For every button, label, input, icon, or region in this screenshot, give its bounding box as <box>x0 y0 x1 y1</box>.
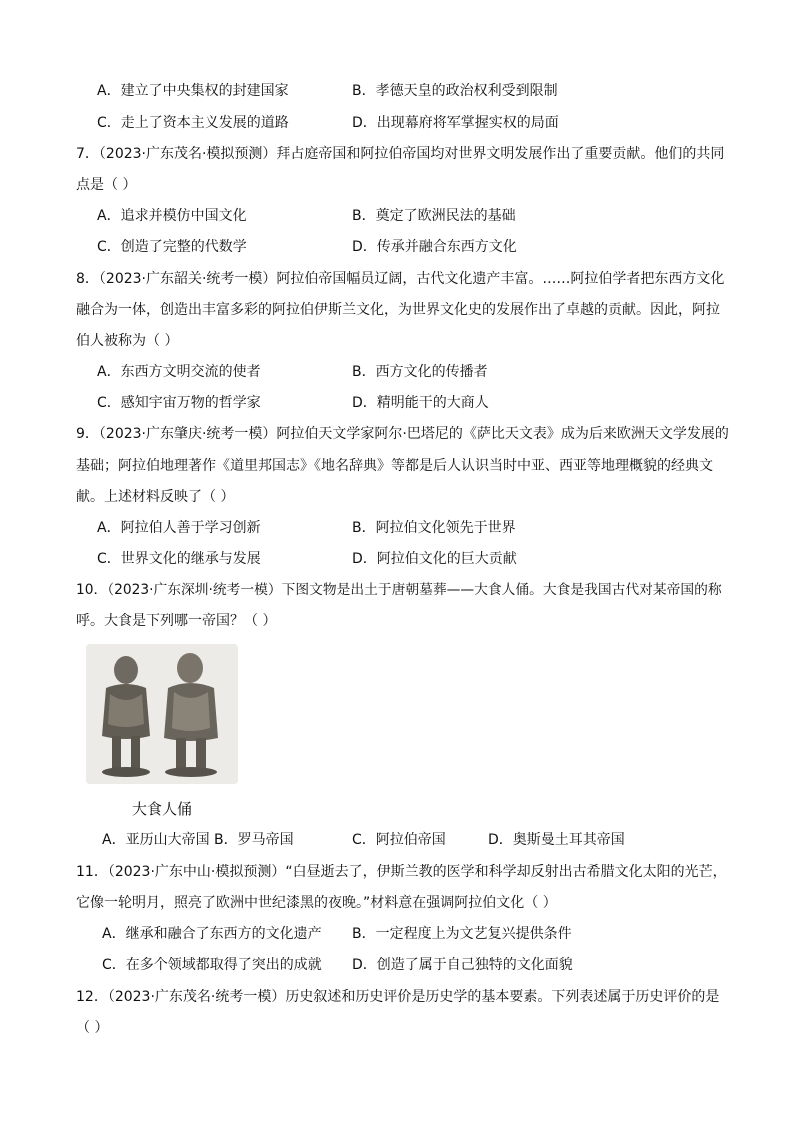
q11-option-b: B．一定程度上为文艺复兴提供条件 <box>352 926 572 942</box>
q8-option-d: D．精明能干的大商人 <box>352 395 489 411</box>
q7-stem-line-2: 点是（ ） <box>76 177 137 193</box>
q9-stem-line-1: 9．（2023·广东肇庆·统考一模）阿拉伯天文学家阿尔·巴塔尼的《萨比天文表》成为后来欧洲天文学发展的 <box>76 426 729 442</box>
q8-option-b: B．西方文化的传播者 <box>352 364 488 380</box>
q11-stem-line-1: 11．（2023·广东中山·模拟预测）“白昼逝去了，伊斯兰教的医学和科学却反射出古希腊文化太阳的光芒， <box>76 864 727 880</box>
q8-option-c: C．感知宇宙万物的哲学家 <box>97 395 261 411</box>
q7-option-d: D．传承并融合东西方文化 <box>352 239 517 255</box>
q10-stem-line-2: 呼。大食是下列哪一帝国？（ ） <box>76 613 277 629</box>
q11-option-c: C．在多个领域都取得了突出的成就 <box>102 957 322 973</box>
q8-stem-line-2: 融合为一体，创造出丰富多彩的阿拉伯伊斯兰文化，为世界文化史的发展作出了卓越的贡献。因此，阿拉 <box>76 302 720 318</box>
q7-option-c: C．创造了完整的代数学 <box>97 239 247 255</box>
figurines-illustration <box>86 644 238 784</box>
q9-option-a: A．阿拉伯人善于学习创新 <box>97 520 261 536</box>
q12-stem-line-1: 12．（2023·广东茂名·统考一模）历史叙述和历史评价是历史学的基本要素。下列表述属于历史评价的是 <box>76 989 720 1005</box>
q9-option-c: C．世界文化的继承与发展 <box>97 551 261 567</box>
q9-stem-line-2: 基础；阿拉伯地理著作《道里邦国志》《地名辞典》等都是后人认识当时中亚、西亚等地理概貌的经典文 <box>76 458 713 474</box>
q6-option-c: C．走上了资本主义发展的道路 <box>97 115 289 131</box>
q10-option-a-b: A．亚历山大帝国 B．罗马帝国 <box>102 832 294 848</box>
q6-option-d: D．出现幕府将军掌握实权的局面 <box>352 115 559 131</box>
q7-stem-line-1: 7．（2023·广东茂名·模拟预测）拜占庭帝国和阿拉伯帝国均对世界文明发展作出了重要贡献。他们的共同 <box>76 146 725 162</box>
q11-option-d: D．创造了属于自己独特的文化面貌 <box>352 957 573 973</box>
q10-option-d: D．奥斯曼土耳其帝国 <box>488 832 625 848</box>
q7-option-b: B．奠定了欧洲民法的基础 <box>352 208 516 224</box>
q9-option-b: B．阿拉伯文化领先于世界 <box>352 520 516 536</box>
q10-stem-line-1: 10．（2023·广东深圳·统考一模）下图文物是出土于唐朝墓葬——大食人俑。大食是我国古代对某帝国的称 <box>76 582 722 598</box>
q6-option-a: A．建立了中央集权的封建国家 <box>97 83 289 99</box>
q8-option-a: A．东西方文明交流的使者 <box>97 364 261 380</box>
q9-stem-line-3: 献。上述材料反映了（ ） <box>76 489 235 505</box>
q9-option-d: D．阿拉伯文化的巨大贡献 <box>352 551 517 567</box>
q11-option-a: A．继承和融合了东西方的文化遗产 <box>102 926 322 942</box>
q6-option-b: B．孝德天皇的政治权利受到限制 <box>352 83 558 99</box>
q8-stem-line-1: 8．（2023·广东韶关·统考一模）阿拉伯帝国幅员辽阔，古代文化遗产丰富。……阿拉伯学者把东西方文化 <box>76 271 725 287</box>
figure-caption: 大食人俑 <box>132 800 193 818</box>
q12-stem-line-2: （ ） <box>76 1020 109 1036</box>
q7-option-a: A．追求并模仿中国文化 <box>97 208 247 224</box>
tomb-figurines-image <box>86 644 238 784</box>
q10-option-c: C．阿拉伯帝国 <box>352 832 446 848</box>
q8-stem-line-3: 伯人被称为（ ） <box>76 333 179 349</box>
q11-stem-line-2: 它像一轮明月，照亮了欧洲中世纪漆黑的夜晚。”材料意在强调阿拉伯文化（ ） <box>76 895 557 911</box>
